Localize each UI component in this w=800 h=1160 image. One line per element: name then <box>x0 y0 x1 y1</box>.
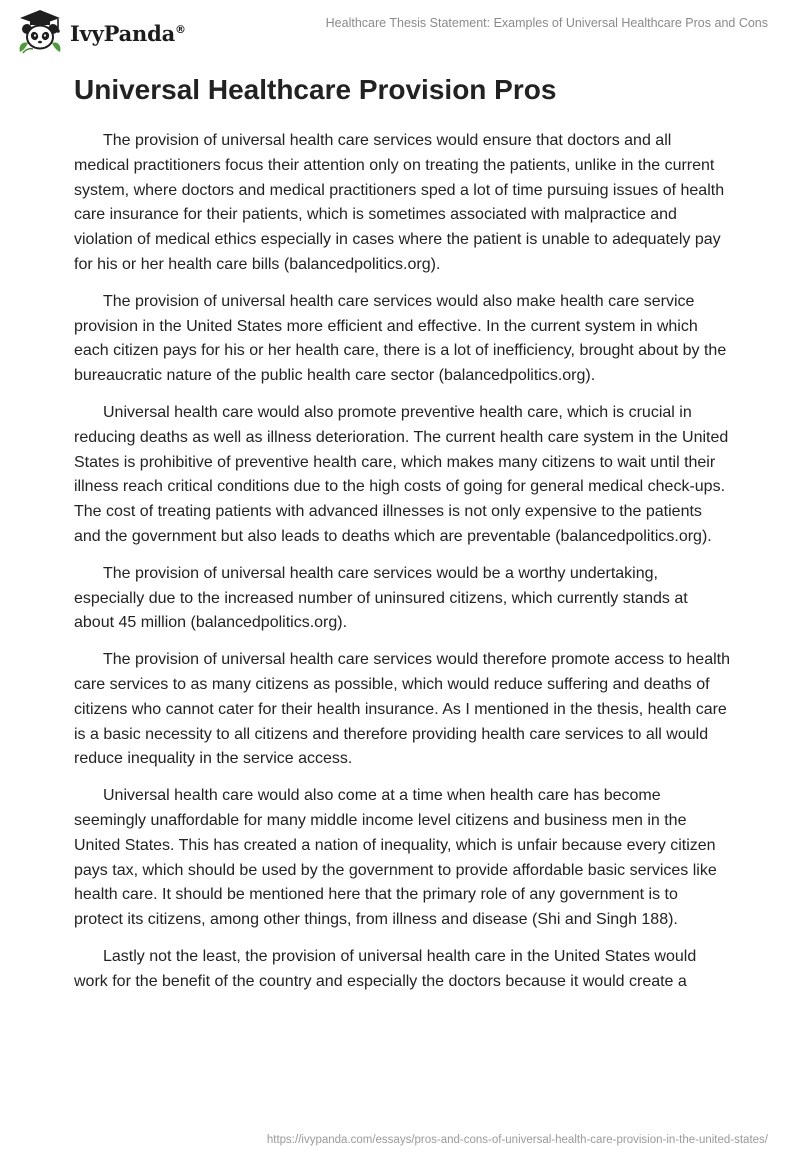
panda-graduate-icon <box>14 8 66 54</box>
paragraph: Lastly not the least, the provision of universal health care in the United States would work for the benefit of the country and especially the doctors because it would create a <box>74 947 697 990</box>
logo-wordmark: IvyPanda® <box>70 20 186 46</box>
source-url[interactable]: https://ivypanda.com/essays/pros-and-cons-of-universal-health-care-provision-in-the-united-states/ <box>266 1134 768 1146</box>
article-body <box>74 72 730 1007</box>
section-heading: Universal Healthcare Provision Pros <box>74 74 557 105</box>
page-header <box>0 0 800 62</box>
paragraph: Universal health care would also promote preventive health care, which is crucial in reducing deaths as well as illness deterioration. The current health care system in the United States is prohibitive of preventive health care, which makes many citizens to wait until their illness reach critical conditions due to the high costs of going for general medical check-ups. The cost of treating patients with advanced illnesses is not only expensive to the patients and the government but also leads to deaths which are preventable (balancedpolitics.org). <box>74 403 729 545</box>
paragraph: The provision of universal health care services would be a worthy undertaking, especially due to the increased number of uninsured citizens, which currently stands at about 45 million (balancedpolitics.org). <box>74 564 688 632</box>
paragraph: The provision of universal health care services would also make health care service provision in the United States more efficient and effective. In the current system in which each citizen pays for his or her health care, there is a lot of inefficiency, brought about by the bureaucratic nature of the public health care sector (balancedpolitics.org). <box>74 292 727 385</box>
paragraph: Universal health care would also come at a time when health care has become seemingly unaffordable for many middle income level citizens and business men in the United States. This has created a nation of inequality, which is unfair because every citizen pays tax, which should be used by the government to provide affordable basic services like health care. It should be mentioned here that the primary role of any government is to protect its citizens, among other things, from illness and disease (Shi and Singh 188). <box>74 787 717 929</box>
document-title: Healthcare Thesis Statement: Examples of Universal Healthcare Pros and Cons <box>325 16 768 30</box>
ivypanda-logo[interactable] <box>14 8 186 54</box>
paragraph: The provision of universal health care services would therefore promote access to health care services to as many citizens as possible, which would reduce suffering and deaths of citizens who cannot cater for their health insurance. As I mentioned in the thesis, health care is a basic necessity to all citizens and therefore providing health care services to all would reduce inequality in the service access. <box>74 651 730 768</box>
paragraph: The provision of universal health care services would ensure that doctors and all medical practitioners focus their attention only on treating the patients, unlike in the current system, where doctors and medical practitioners sped a lot of time pursuing issues of health care insurance for their patients, which is sometimes associated with malpractice and violation of medical ethics especially in cases where the patient is unable to adequately pay for his or her health care bills (balancedpolitics.org). <box>74 132 725 273</box>
